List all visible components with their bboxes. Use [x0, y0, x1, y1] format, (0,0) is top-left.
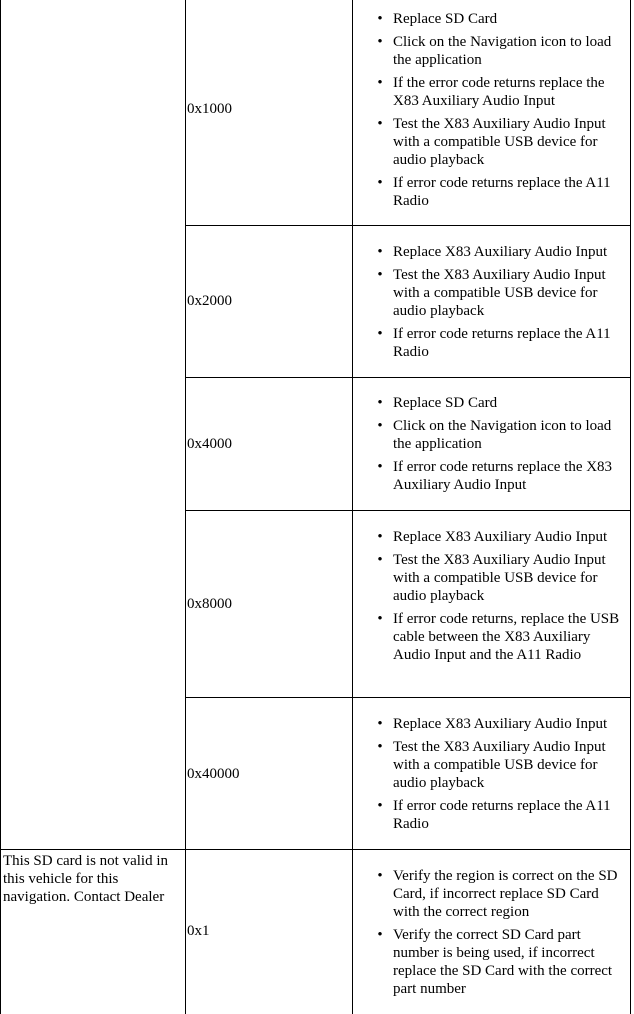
- bullet-icon: •: [377, 175, 383, 191]
- step-text: Replace X83 Auxiliary Audio Input: [393, 716, 608, 732]
- bullet-icon: •: [377, 927, 383, 943]
- list-item: [377, 610, 629, 664]
- row-divider: [185, 697, 631, 698]
- steps-list: [377, 10, 629, 215]
- list-item: [377, 715, 629, 733]
- steps-list: [377, 528, 629, 669]
- step-text: Verify the correct SD Card part number is being used, if incorrect replace the SD Card with the correct part number: [393, 927, 613, 997]
- list-item: [377, 797, 629, 833]
- step-text: Test the X83 Auxiliary Audio Input with a compatible USB device for audio playback: [393, 116, 606, 168]
- list-item: [377, 394, 629, 412]
- bullet-icon: •: [377, 739, 383, 755]
- error-code: 0x1000: [187, 101, 232, 117]
- error-code: 0x8000: [187, 596, 232, 612]
- step-text: Verify the region is correct on the SD Card, if incorrect replace SD Card with the correct region: [393, 868, 618, 920]
- step-text: If error code returns replace the A11 Radio: [393, 326, 611, 360]
- error-code: 0x4000: [187, 436, 232, 452]
- steps-list: [377, 715, 629, 838]
- error-code: 0x40000: [187, 766, 240, 782]
- step-text: If error code returns, replace the USB cable between the X83 Auxiliary Audio Input and the A11 Radio: [393, 611, 620, 663]
- step-text: If error code returns replace the X83 Auxiliary Audio Input: [393, 459, 613, 493]
- list-item: [377, 325, 629, 361]
- steps-list: [377, 394, 629, 499]
- bullet-icon: •: [377, 395, 383, 411]
- step-text: If the error code returns replace the X83 Auxiliary Audio Input: [393, 75, 605, 109]
- bullet-icon: •: [377, 267, 383, 283]
- steps-list: [377, 243, 629, 366]
- step-text: Click on the Navigation icon to load the application: [393, 34, 612, 68]
- list-item: [377, 417, 629, 453]
- table-border-left: [0, 0, 1, 1014]
- list-item: [377, 10, 629, 28]
- bullet-icon: •: [377, 34, 383, 50]
- step-text: Test the X83 Auxiliary Audio Input with a compatible USB device for audio playback: [393, 552, 606, 604]
- bullet-icon: •: [377, 116, 383, 132]
- error-code: 0x2000: [187, 293, 232, 309]
- step-text: Replace SD Card: [393, 11, 498, 27]
- error-code: 0x1: [187, 923, 210, 939]
- list-item: [377, 551, 629, 605]
- list-item: [377, 174, 629, 210]
- bullet-icon: •: [377, 75, 383, 91]
- list-item: [377, 528, 629, 546]
- step-text: Click on the Navigation icon to load the application: [393, 418, 612, 452]
- list-item: [377, 243, 629, 261]
- row-divider: [185, 225, 631, 226]
- list-item: [377, 458, 629, 494]
- table-border-right: [630, 0, 631, 1014]
- bullet-icon: •: [377, 798, 383, 814]
- steps-list: [377, 867, 629, 1003]
- list-item: [377, 926, 629, 998]
- bullet-icon: •: [377, 418, 383, 434]
- list-item: [377, 867, 629, 921]
- row-divider-full: [0, 849, 631, 850]
- bullet-icon: •: [377, 529, 383, 545]
- step-text: If error code returns replace the A11 Radio: [393, 798, 611, 832]
- bullet-icon: •: [377, 716, 383, 732]
- step-text: Test the X83 Auxiliary Audio Input with a compatible USB device for audio playback: [393, 267, 606, 319]
- row-divider: [185, 510, 631, 511]
- column-divider-code: [352, 0, 353, 1014]
- bullet-icon: •: [377, 326, 383, 342]
- bullet-icon: •: [377, 552, 383, 568]
- bullet-icon: •: [377, 868, 383, 884]
- step-text: Replace X83 Auxiliary Audio Input: [393, 244, 608, 260]
- step-text: Replace SD Card: [393, 395, 498, 411]
- bullet-icon: •: [377, 459, 383, 475]
- step-text: Replace X83 Auxiliary Audio Input: [393, 529, 608, 545]
- row-divider: [185, 377, 631, 378]
- list-item: [377, 738, 629, 792]
- bullet-icon: •: [377, 244, 383, 260]
- bullet-icon: •: [377, 611, 383, 627]
- list-item: [377, 33, 629, 69]
- column-divider-message: [185, 0, 186, 1014]
- step-text: If error code returns replace the A11 Radio: [393, 175, 611, 209]
- list-item: [377, 266, 629, 320]
- bullet-icon: •: [377, 11, 383, 27]
- step-text: Test the X83 Auxiliary Audio Input with a compatible USB device for audio playback: [393, 739, 606, 791]
- list-item: [377, 74, 629, 110]
- list-item: [377, 115, 629, 169]
- error-message: This SD card is not valid in this vehicle for this navigation. Contact Dealer: [3, 853, 168, 905]
